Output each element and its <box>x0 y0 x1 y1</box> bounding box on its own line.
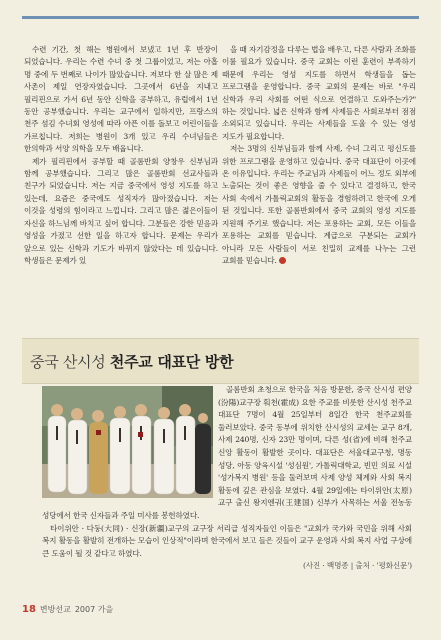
end-circle-icon <box>279 257 286 264</box>
section-title-plain: 중국 산시성 <box>30 352 110 371</box>
article-paragraph: 을 때 자기감정을 다루는 법을 배우고, 다른 사람과 조화를 이룰 필요가 있습니다. 중국 교회는 이런 훈련이 부족하기 때문에 우리는 영성 지도를 하면서 학생들을 돕는 프로그램을 운영합니다. 중국 교회의 문제는 바로 "우리 신학과 우리 사회를 어떤 식으로 연결하고 도와주는가?" 하는 것입니다. 넓은 신학과 함께 사제들은 사회로부터 점점 소외되고 있습니다. 우리는 사제들을 도울 수 있는 영성 지도가 필요합니다. <box>222 45 416 141</box>
page-footer <box>22 604 113 615</box>
issue-label: 2007 가을 <box>74 605 114 614</box>
article-column-left <box>24 44 218 267</box>
photo-credit: (사진 · 백명종 | 출처 · '평화신문') <box>302 561 412 571</box>
article-paragraph: 제가 필리핀에서 공부할 때 골롬반회 양창우 신부님과 함께 공부했습니다. 그리고 많은 골롬반회 선교사들과 친구가 되었습니다. 저는 지금 중국에서 영성 지도를 하고 있는데, 요즘은 중국에도 성직자가 많아졌습니다. 저는 이것을 성령의 힘이라고 느낍니다. 그리고 많은 젊은이들이 자신을 하느님께 바치고 싶어 합니다. 그분들은 강한 믿음과 영성을 가졌고 선한 일을 하고자 합니다. 문제는 우리가 앞으로 있는 신학과 기도가 바뀌지 않았다는 데 있습니다. 학생들은 문제가 있 <box>24 156 218 265</box>
top-rule <box>22 16 419 19</box>
story-paragraph: 타이위안 · 다둥(大同) · 신장(新疆)교구의 교구장 서리급 성직자들인 이들은 "교회가 국가와 국민을 위해 사회 복지 활동을 활발히 전개하는 모습이 인상적"이라며 한국에서 보고 들은 것들이 교구 운영과 사회 복지 사업 구상에 큰 도움이 될 것 같다고 하였다. <box>42 523 412 558</box>
article-paragraph <box>222 143 416 267</box>
section-title-bold: 천주교 대표단 방한 <box>109 352 234 371</box>
article-paragraph: 수련 기간, 첫 해는 병원에서 보냈고 1년 후 반장이 되었습니다. 우리는 수련 수녀 중 첫 그룹이었고, 저는 아홉 명 중에 두 번째로 나이가 많았습니다. 저보다 한 살 많은 제 사촌이 제일 연장자였습니다. 그곳에서 6년을 지내고 필리핀으로 가서 6년 동안 신학을 공부하고, 유럽에서 1년 동안 공부했습니다. 우리는 교구에서 일하지만, 프랑스의 천주 섬김 수녀회 영성에 따라 아픈 이를 돌보고 어린이들을 가르칩니다. 저희는 병원이 3개 있고 우리 수녀님들은 한의학과 서양 의학을 모두 배웁니다. <box>24 45 218 154</box>
story-paragraph: 골롬반회 초청으로 한국을 처음 방문한, 중국 산시성 편양(汾陽)교구장 훠천(霍成) 요한 주교를 비롯한 산시성 천주교 대표단 7명이 4월 25일부터 8일간 한국 천주교회를 둘러보았다. 중국 동부에 위치한 산시성의 교세는 교구 8개, 사제 240명, 신자 23만 명이며, 다른 성(省)에 비해 천주교 신앙 활동이 활발한 곳이다. 대표단은 서울대교구청, 명동 성당, 아동 양육시설 '성심원', 가톨릭대학교, 빈민 의료 시설 '성가복지 병원' 등을 둘러보며 사제 양성 체계와 사회 복지 활동에 깊은 관심을 보였다. 4월 29일에는 타이위안(太原)교구 출신 왕지엔궈(王建国) 신부가 사목하는 서울 전농동 성당에서 한국 신자들과 주일 미사를 봉헌하였다. <box>42 385 412 520</box>
article-paragraph-text: 저는 3명의 신부님들과 함께 사제, 수녀 그리고 평신도를 위한 프로그램을 운영하고 있습니다. 중국 대표단이 이곳에 온 이유입니다. 우리는 주교님과 사제들이 어느 정도 외부에 노출되는 것이 좋은 영향을 줄 수 있다고 결정하고, 한국 사회 속에서 가톨릭교회의 활동을 경험하려고 한국에 오게 된 것입니다. 또한 골롬반회에서 중국 교회의 영성 지도를 지원해 주기로 했습니다. 저는 포용하는 교회, 모든 이들을 포용하는 교회를 믿습니다. 계급으로 구분되는 교회가 아니라 모든 사람들이 서로 친밀히 교제를 나누는 그런 교회를 믿습니다. <box>222 144 416 265</box>
story-text <box>42 384 412 573</box>
section-title-band <box>22 338 419 384</box>
section-title <box>30 351 233 372</box>
magazine-name: 변방선교 <box>39 605 71 614</box>
photo-spacer <box>42 384 218 499</box>
article-column-right <box>222 44 416 267</box>
page-number: 18 <box>22 604 36 615</box>
